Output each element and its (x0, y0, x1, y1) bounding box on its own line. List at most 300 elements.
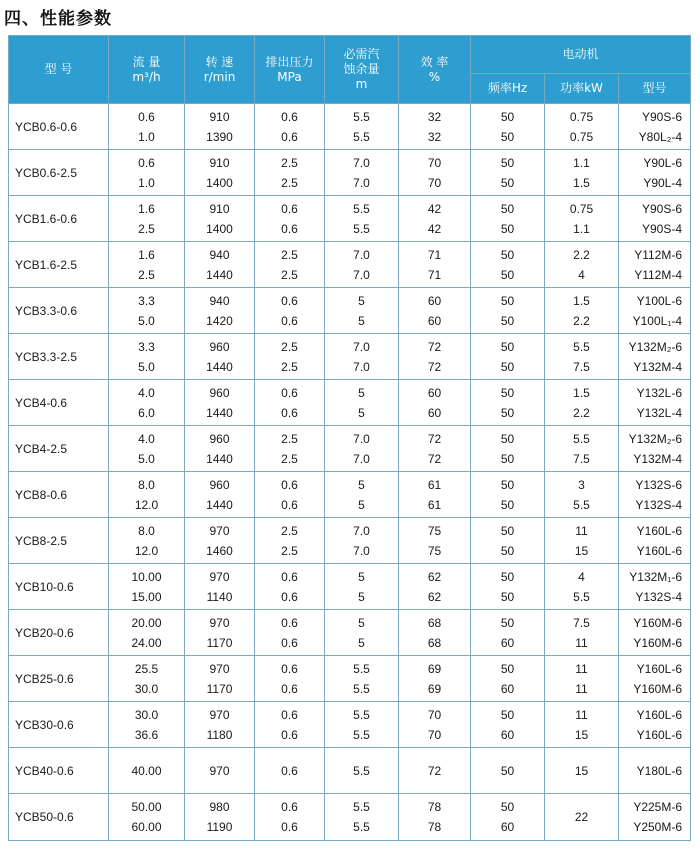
flow-cell-value: 60.00 (131, 820, 162, 834)
pressure-cell-value: 0.6 (281, 727, 298, 742)
speed-cell (185, 242, 255, 288)
power-cell-value: 2.2 (573, 405, 590, 420)
frequency-cell-value: 50 (500, 451, 515, 466)
pressure-cell-value: 0.6 (281, 569, 298, 584)
model-cell: YCB10-0.6 (9, 564, 109, 610)
pressure-cell (255, 426, 325, 472)
pressure-cell-value: 2.5 (281, 339, 298, 354)
npsh-cell (325, 242, 399, 288)
power-cell-value: 5.5 (573, 589, 590, 604)
pressure-cell-value: 2.5 (281, 359, 298, 374)
npsh-cell-value: 5.5 (353, 681, 370, 696)
power-cell-value: 7.5 (573, 615, 590, 630)
efficiency-cell-value: 42 (427, 221, 442, 236)
flow-cell (109, 748, 185, 794)
efficiency-cell-value: 78 (427, 800, 442, 814)
pressure-cell (255, 104, 325, 150)
speed-cell-value: 960 (209, 431, 230, 446)
pressure-cell-value: 2.5 (281, 155, 298, 170)
flow-cell (109, 610, 185, 656)
frequency-cell-value: 60 (500, 635, 515, 650)
speed-cell-value: 960 (209, 385, 230, 400)
frequency-cell-value: 50 (500, 763, 515, 778)
flow-cell (109, 104, 185, 150)
pressure-cell-value: 2.5 (281, 175, 298, 190)
speed-cell-value: 1180 (206, 727, 233, 742)
flow-cell-value: 1.6 (138, 201, 155, 216)
pressure-cell-value: 0.6 (281, 221, 298, 236)
pressure-cell (255, 242, 325, 288)
npsh-cell-value: 5 (358, 589, 365, 604)
header-speed: 转 速 r/min (185, 36, 255, 104)
npsh-cell (325, 702, 399, 748)
npsh-cell-value: 7.0 (353, 267, 370, 282)
pressure-cell (255, 610, 325, 656)
frequency-cell-value: 50 (500, 569, 515, 584)
flow-cell (109, 196, 185, 242)
npsh-cell-value: 5 (358, 385, 365, 400)
speed-cell-value: 910 (209, 109, 230, 124)
speed-cell (185, 380, 255, 426)
pressure-cell-value: 0.6 (281, 201, 298, 216)
power-cell-value: 22 (574, 810, 589, 824)
npsh-cell-value: 7.0 (353, 175, 370, 190)
power-cell-value: 2.2 (573, 247, 590, 262)
efficiency-cell-value: 60 (427, 385, 442, 400)
pressure-cell-value: 0.6 (281, 661, 298, 676)
model-cell: YCB3.3-0.6 (9, 288, 109, 334)
speed-cell-value: 1440 (206, 451, 233, 466)
motor-model-cell-value: Y132M-4 (633, 359, 683, 374)
power-cell-value: 11 (575, 661, 588, 676)
motor-model-cell-value: Y132S-4 (635, 589, 683, 604)
frequency-cell (471, 334, 545, 380)
motor-model-cell-value: Y112M-4 (634, 267, 683, 282)
frequency-cell-value: 50 (500, 543, 515, 558)
motor-model-cell-value: Y90S-6 (642, 109, 683, 124)
npsh-cell-value: 5 (358, 615, 365, 630)
frequency-cell-value: 50 (500, 405, 515, 420)
pressure-cell (255, 380, 325, 426)
frequency-cell-value: 50 (500, 201, 515, 216)
speed-cell-value: 970 (209, 523, 230, 538)
speed-cell (185, 794, 255, 841)
npsh-cell (325, 380, 399, 426)
frequency-cell-value: 50 (500, 523, 515, 538)
frequency-cell-value: 50 (500, 615, 515, 630)
speed-cell-value: 1400 (206, 175, 233, 190)
power-cell (545, 426, 619, 472)
power-cell (545, 794, 619, 841)
speed-cell (185, 564, 255, 610)
motor-model-cell-value: Y132M₁-6 (629, 569, 683, 584)
frequency-cell-value: 50 (500, 155, 515, 170)
flow-cell (109, 656, 185, 702)
motor-model-cell-value: Y100L₁-4 (632, 313, 683, 328)
flow-cell-value: 0.6 (138, 109, 155, 124)
flow-cell-value: 20.00 (131, 615, 162, 630)
table-row (9, 288, 691, 334)
pressure-cell-value: 0.6 (281, 589, 298, 604)
power-cell (545, 104, 619, 150)
motor-model-cell (619, 150, 691, 196)
frequency-cell-value: 50 (500, 129, 515, 144)
speed-cell-value: 940 (209, 293, 230, 308)
frequency-cell-value: 50 (500, 431, 515, 446)
pressure-cell-value: 2.5 (281, 523, 298, 538)
pressure-cell-value: 0.6 (281, 707, 298, 722)
speed-cell (185, 426, 255, 472)
power-cell-value: 5.5 (573, 497, 590, 512)
header-efficiency: 效 率 % (399, 36, 471, 104)
npsh-cell-value: 7.0 (353, 431, 370, 446)
frequency-cell-value: 60 (500, 820, 515, 834)
frequency-cell-value: 50 (500, 385, 515, 400)
model-cell: YCB0.6-2.5 (9, 150, 109, 196)
table-row (9, 334, 691, 380)
efficiency-cell-value: 68 (427, 615, 442, 630)
power-cell (545, 656, 619, 702)
speed-cell (185, 288, 255, 334)
frequency-cell (471, 426, 545, 472)
frequency-cell-value: 50 (500, 477, 515, 492)
motor-model-cell (619, 380, 691, 426)
npsh-cell (325, 426, 399, 472)
table-body (9, 104, 691, 841)
flow-cell-value: 40.00 (131, 763, 162, 778)
efficiency-cell-value: 42 (427, 201, 442, 216)
flow-cell (109, 242, 185, 288)
motor-model-cell (619, 288, 691, 334)
table-row (9, 702, 691, 748)
pressure-cell (255, 564, 325, 610)
power-cell (545, 702, 619, 748)
power-cell-value: 15 (574, 763, 589, 778)
power-cell (545, 196, 619, 242)
power-cell (545, 748, 619, 794)
model-cell: YCB50-0.6 (9, 794, 109, 841)
efficiency-cell-value: 68 (427, 635, 442, 650)
npsh-cell-value: 5 (358, 293, 365, 308)
flow-cell-value: 5.0 (138, 359, 155, 374)
power-cell (545, 472, 619, 518)
motor-model-cell-value: Y90S-6 (642, 201, 683, 216)
power-cell-value: 5.5 (573, 339, 590, 354)
frequency-cell (471, 288, 545, 334)
speed-cell-value: 970 (209, 615, 230, 630)
flow-cell (109, 472, 185, 518)
pressure-cell (255, 196, 325, 242)
speed-cell-value: 1190 (206, 820, 233, 834)
power-cell (545, 380, 619, 426)
pressure-cell-value: 0.6 (281, 800, 298, 814)
npsh-cell-value: 5.5 (353, 201, 370, 216)
speed-cell-value: 1440 (206, 405, 233, 420)
npsh-cell-value: 5.5 (353, 820, 370, 834)
flow-cell-value: 25.5 (134, 661, 159, 676)
speed-cell-value: 1440 (206, 359, 233, 374)
pressure-cell (255, 794, 325, 841)
pressure-cell-value: 2.5 (281, 431, 298, 446)
npsh-cell-value: 5.5 (353, 109, 370, 124)
model-cell: YCB25-0.6 (9, 656, 109, 702)
flow-cell-value: 1.0 (138, 175, 155, 190)
flow-cell (109, 380, 185, 426)
pressure-cell-value: 0.6 (281, 497, 298, 512)
efficiency-cell (399, 748, 471, 794)
flow-cell (109, 426, 185, 472)
table-row (9, 242, 691, 288)
motor-model-cell-value: Y160M-6 (633, 635, 683, 650)
npsh-cell-value: 7.0 (353, 451, 370, 466)
npsh-cell (325, 196, 399, 242)
flow-cell-value: 2.5 (138, 267, 155, 282)
flow-cell (109, 518, 185, 564)
frequency-cell (471, 564, 545, 610)
header-frequency: 频率Hz (471, 74, 545, 104)
motor-model-cell-value: Y250M-6 (633, 820, 683, 834)
power-cell-value: 11 (575, 635, 588, 650)
speed-cell (185, 104, 255, 150)
speed-cell (185, 702, 255, 748)
speed-cell-value: 1420 (206, 313, 233, 328)
flow-cell-value: 5.0 (138, 313, 155, 328)
motor-model-cell-value: Y90L-6 (643, 155, 683, 170)
efficiency-cell (399, 380, 471, 426)
efficiency-cell (399, 472, 471, 518)
pressure-cell-value: 0.6 (281, 615, 298, 630)
flow-cell-value: 8.0 (138, 477, 155, 492)
table-row (9, 472, 691, 518)
flow-cell-value: 4.0 (138, 385, 155, 400)
motor-model-cell (619, 748, 691, 794)
npsh-cell (325, 748, 399, 794)
speed-cell-value: 1460 (206, 543, 233, 558)
pressure-cell-value: 2.5 (281, 543, 298, 558)
header-motor: 电动机 (471, 36, 691, 74)
npsh-cell-value: 5.5 (353, 661, 370, 676)
npsh-cell-value: 7.0 (353, 247, 370, 262)
motor-model-cell-value: Y132M₂-6 (628, 431, 683, 446)
flow-cell-value: 12.0 (134, 497, 159, 512)
frequency-cell-value: 50 (500, 359, 515, 374)
npsh-cell-value: 7.0 (353, 155, 370, 170)
table-row (9, 748, 691, 794)
motor-model-cell-value: Y132L-6 (636, 385, 683, 400)
motor-model-cell-value: Y90S-4 (642, 221, 683, 236)
motor-model-cell-value: Y160M-6 (633, 681, 683, 696)
header-power: 功率kW (545, 74, 619, 104)
npsh-cell-value: 5.5 (353, 800, 370, 814)
efficiency-cell (399, 104, 471, 150)
frequency-cell (471, 472, 545, 518)
npsh-cell-value: 5 (358, 313, 365, 328)
frequency-cell-value: 50 (500, 109, 515, 124)
efficiency-cell-value: 69 (427, 661, 442, 676)
efficiency-cell (399, 242, 471, 288)
npsh-cell-value: 5 (358, 635, 365, 650)
efficiency-cell-value: 72 (427, 451, 442, 466)
efficiency-cell-value: 60 (427, 313, 442, 328)
efficiency-cell-value: 62 (427, 589, 442, 604)
flow-cell (109, 794, 185, 841)
efficiency-cell-value: 60 (427, 405, 442, 420)
pressure-cell (255, 288, 325, 334)
speed-cell-value: 1440 (206, 497, 233, 512)
efficiency-cell-value: 78 (427, 820, 442, 834)
flow-cell-value: 6.0 (138, 405, 155, 420)
table-row (9, 150, 691, 196)
motor-model-cell-value: Y132L-4 (636, 405, 683, 420)
flow-cell-value: 3.3 (138, 293, 155, 308)
power-cell (545, 610, 619, 656)
speed-cell-value: 980 (209, 800, 230, 814)
efficiency-cell-value: 71 (427, 267, 442, 282)
efficiency-cell-value: 75 (427, 543, 442, 558)
frequency-cell (471, 242, 545, 288)
motor-model-cell-value: Y160L-6 (636, 727, 683, 742)
frequency-cell-value: 50 (500, 175, 515, 190)
flow-cell-value: 1.6 (138, 247, 155, 262)
table-row (9, 794, 691, 841)
power-cell (545, 288, 619, 334)
efficiency-cell-value: 61 (427, 477, 442, 492)
frequency-cell-value: 60 (500, 727, 515, 742)
efficiency-cell-value: 72 (427, 763, 442, 778)
motor-model-cell (619, 794, 691, 841)
motor-model-cell (619, 610, 691, 656)
header-motor-model: 型号 (619, 74, 691, 104)
npsh-cell (325, 610, 399, 656)
frequency-cell-value: 50 (500, 293, 515, 308)
npsh-cell-value: 5 (358, 477, 365, 492)
flow-cell (109, 150, 185, 196)
frequency-cell (471, 518, 545, 564)
model-cell: YCB0.6-0.6 (9, 104, 109, 150)
pressure-cell-value: 0.6 (281, 313, 298, 328)
table-row (9, 426, 691, 472)
pressure-cell-value: 0.6 (281, 129, 298, 144)
motor-model-cell-value: Y160L-6 (636, 707, 683, 722)
pressure-cell-value: 2.5 (281, 267, 298, 282)
header-pressure: 排出压力 MPa (255, 36, 325, 104)
page-title: 四、性能参数 (4, 9, 112, 29)
npsh-cell (325, 288, 399, 334)
speed-cell (185, 748, 255, 794)
speed-cell-value: 1140 (206, 589, 233, 604)
flow-cell-value: 3.3 (138, 339, 155, 354)
motor-model-cell-value: Y100L-6 (636, 293, 683, 308)
model-cell: YCB4-0.6 (9, 380, 109, 426)
motor-model-cell-value: Y160L-6 (636, 543, 683, 558)
speed-cell-value: 1390 (206, 129, 233, 144)
frequency-cell-value: 50 (500, 661, 515, 676)
power-cell-value: 5.5 (573, 431, 590, 446)
flow-cell-value: 12.0 (134, 543, 159, 558)
frequency-cell-value: 50 (500, 313, 515, 328)
npsh-cell-value: 5.5 (353, 707, 370, 722)
header-model: 型 号 (9, 36, 109, 104)
motor-model-cell-value: Y90L-4 (643, 175, 683, 190)
flow-cell (109, 334, 185, 380)
efficiency-cell-value: 62 (427, 569, 442, 584)
power-cell-value: 7.5 (573, 359, 590, 374)
efficiency-cell (399, 564, 471, 610)
power-cell-value: 7.5 (573, 451, 590, 466)
frequency-cell (471, 702, 545, 748)
flow-cell-value: 1.0 (138, 129, 155, 144)
speed-cell-value: 1170 (206, 681, 233, 696)
flow-cell-value: 4.0 (138, 431, 155, 446)
npsh-cell-value: 7.0 (353, 523, 370, 538)
speed-cell-value: 940 (209, 247, 230, 262)
frequency-cell-value: 50 (500, 267, 515, 282)
motor-model-cell-value: Y132S-6 (635, 477, 683, 492)
model-cell: YCB8-0.6 (9, 472, 109, 518)
npsh-cell-value: 5 (358, 569, 365, 584)
efficiency-cell-value: 32 (427, 109, 442, 124)
power-cell (545, 518, 619, 564)
flow-cell-value: 30.0 (134, 707, 159, 722)
efficiency-cell (399, 794, 471, 841)
npsh-cell (325, 150, 399, 196)
npsh-cell-value: 5.5 (353, 763, 370, 778)
flow-cell-value: 8.0 (138, 523, 155, 538)
efficiency-cell-value: 75 (427, 523, 442, 538)
power-cell-value: 11 (575, 523, 588, 538)
motor-model-cell (619, 518, 691, 564)
power-cell (545, 334, 619, 380)
flow-cell-value: 24.00 (131, 635, 162, 650)
flow-cell-value: 30.0 (134, 681, 159, 696)
efficiency-cell-value: 69 (427, 681, 442, 696)
speed-cell-value: 910 (209, 201, 230, 216)
power-cell-value: 15 (574, 543, 589, 558)
speed-cell (185, 610, 255, 656)
speed-cell-value: 960 (209, 339, 230, 354)
speed-cell (185, 656, 255, 702)
npsh-cell (325, 656, 399, 702)
frequency-cell-value: 60 (500, 681, 515, 696)
table-row (9, 656, 691, 702)
npsh-cell-value: 5 (358, 405, 365, 420)
frequency-cell (471, 748, 545, 794)
power-cell-value: 11 (575, 707, 588, 722)
frequency-cell (471, 150, 545, 196)
motor-model-cell-value: Y160M-6 (633, 615, 683, 630)
header-flow: 流 量 m³/h (109, 36, 185, 104)
npsh-cell-value: 5.5 (353, 129, 370, 144)
pressure-cell (255, 748, 325, 794)
table-row (9, 564, 691, 610)
table-row (9, 380, 691, 426)
flow-cell-value: 5.0 (138, 451, 155, 466)
motor-model-cell-value: Y112M-6 (634, 247, 683, 262)
flow-cell (109, 702, 185, 748)
table-row (9, 104, 691, 150)
power-cell-value: 3 (578, 477, 585, 492)
power-cell-value: 2.2 (573, 313, 590, 328)
motor-model-cell (619, 242, 691, 288)
power-cell-value: 1.1 (573, 221, 590, 236)
motor-model-cell-value: Y160L-6 (636, 523, 683, 538)
npsh-cell-value: 7.0 (353, 359, 370, 374)
motor-model-cell-value: Y160L-6 (636, 661, 683, 676)
speed-cell-value: 970 (209, 569, 230, 584)
frequency-cell (471, 104, 545, 150)
power-cell-value: 11 (575, 681, 588, 696)
npsh-cell-value: 7.0 (353, 339, 370, 354)
